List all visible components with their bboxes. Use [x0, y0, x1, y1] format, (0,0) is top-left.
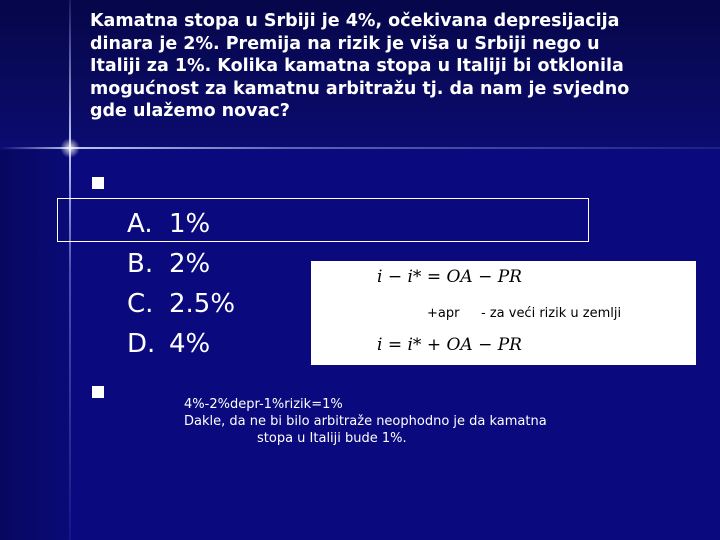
answer-list — [127, 204, 235, 364]
slide-title — [90, 10, 690, 123]
answer-value: 1% — [169, 209, 211, 239]
explanation-line: stopa u Italiji bude 1%. — [257, 431, 407, 446]
formula-note-apr: +apr — [427, 306, 460, 321]
bullet-square-icon — [92, 177, 104, 189]
vertical-rule — [69, 0, 71, 540]
answer-letter: D. — [127, 329, 156, 359]
title-line: gde ulažemo novac? — [90, 101, 290, 121]
answer-option-d[interactable] — [127, 324, 235, 364]
answer-letter: C. — [127, 289, 154, 319]
bullet-square-icon — [92, 386, 104, 398]
title-line: dinara je 2%. Premija na rizik je viša u Srbiji nego u — [90, 33, 600, 54]
formula-solved: i = i* + OA − PR — [377, 335, 522, 355]
formula-box — [311, 261, 696, 365]
answer-value: 4% — [169, 329, 211, 359]
formula-note-risk: - za veći rizik u zemlji — [481, 306, 622, 321]
answer-option-c[interactable] — [127, 284, 235, 324]
formula-parity: i − i* = OA − PR — [377, 267, 522, 287]
answer-value: 2.5% — [169, 289, 236, 319]
answer-option-b[interactable] — [127, 244, 235, 284]
title-line: mogućnost za kamatnu arbitražu tj. da nam je svjedno — [90, 78, 630, 99]
answer-value: 2% — [169, 249, 211, 279]
answer-letter: A. — [127, 209, 153, 239]
star-glow — [60, 138, 80, 158]
title-line: Kamatna stopa u Srbiji je 4%, očekivana depresijacija — [90, 11, 620, 31]
horizontal-rule — [0, 147, 720, 149]
answer-letter: B. — [127, 249, 154, 279]
explanation-line: 4%-2%depr-1%rizik=1% — [184, 397, 343, 412]
explanation-line: Dakle, da ne bi bilo arbitraže neophodno je da kamatna — [184, 414, 547, 429]
explanation-text — [184, 396, 547, 447]
title-line: Italiji za 1%. Kolika kamatna stopa u Italiji bi otklonila — [90, 56, 624, 76]
answer-option-a[interactable] — [127, 204, 235, 244]
